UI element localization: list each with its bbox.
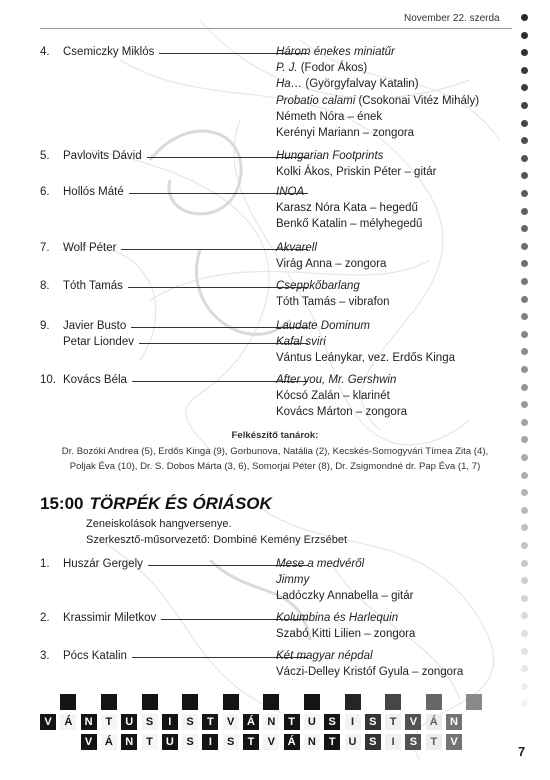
work-details (276, 372, 407, 421)
work-details (276, 318, 455, 367)
banner-square (142, 694, 158, 710)
banner-square (81, 694, 97, 710)
concert-intro (86, 516, 347, 548)
work-detail: (Csokonai Vitéz Mihály) (355, 94, 480, 107)
banner-letter: N (446, 714, 462, 730)
composer-name: Krassimir Miletkov (63, 612, 157, 624)
banner-square (121, 694, 137, 710)
entry-number: 10. (40, 374, 56, 386)
work-line (276, 588, 413, 604)
work-line (276, 388, 407, 404)
work-title: Két magyar népdal (276, 650, 373, 662)
work-line (276, 256, 386, 272)
work-detail: Kolki Ákos, Priskin Péter – gitár (276, 166, 437, 179)
banner-letter: Á (60, 714, 76, 730)
work-line (276, 184, 422, 200)
work-line (276, 278, 390, 294)
margin-dot (521, 190, 528, 197)
teachers-line: Dr. Bozóki Andrea (5), Erdős Kinga (9), Gorbunova, Natália (2), Kecskés-Somogyvári Tímea Zita (4), (61, 445, 489, 457)
banner-square (40, 694, 56, 710)
banner-letter: U (345, 734, 361, 750)
banner-letter: Á (243, 714, 259, 730)
work-detail: Ladóczky Annabella – gitár (276, 590, 414, 603)
banner-letter: S (365, 714, 381, 730)
work-title: Akvarell (276, 242, 317, 254)
entry-number: 4. (40, 46, 50, 58)
margin-dot (521, 278, 528, 285)
work-title: Kafal sviri (276, 336, 326, 349)
banner-square (182, 694, 198, 710)
margin-dot (521, 419, 528, 426)
margin-dot (521, 14, 528, 21)
work-title: Mese a medvéről (276, 558, 365, 570)
work-details (276, 610, 415, 642)
banner-letter: T (202, 714, 218, 730)
banner-letter: V (405, 714, 421, 730)
work-line (276, 334, 455, 350)
work-line (276, 404, 407, 420)
banner-square (385, 694, 401, 710)
banner-letter: N (81, 714, 97, 730)
concert-subtitle: Zeneiskolások hangversenye. (86, 518, 232, 530)
banner-letter: V (40, 714, 56, 730)
work-details (276, 148, 436, 180)
banner-letter: U (121, 714, 137, 730)
work-title: INOA (276, 186, 305, 198)
margin-dot (521, 120, 528, 127)
margin-dot (521, 542, 528, 549)
banner-letter: N (304, 734, 320, 750)
banner-letter: S (142, 714, 158, 730)
work-line (276, 60, 479, 76)
banner-letter: V (263, 734, 279, 750)
margin-dot (521, 32, 528, 39)
work-line (276, 216, 422, 232)
banner-letter: S (365, 734, 381, 750)
banner-square (324, 694, 340, 710)
banner-letter: T (243, 734, 259, 750)
margin-dot (521, 648, 528, 655)
header-divider (40, 28, 512, 29)
margin-dot (521, 560, 528, 567)
banner-letter: I (162, 714, 178, 730)
banner-letter: S (182, 734, 198, 750)
work-line (276, 294, 390, 310)
margin-dot (521, 507, 528, 514)
work-details (276, 240, 386, 272)
work-line (276, 240, 386, 256)
margin-dot (521, 384, 528, 391)
banner-square (446, 694, 462, 710)
composer-name: Huszár Gergely (63, 558, 143, 570)
banner-letter: S (324, 714, 340, 730)
banner-letter: Á (284, 734, 300, 750)
banner-letter: I (202, 734, 218, 750)
work-title: Probatio calami (276, 94, 356, 107)
work-details (276, 44, 479, 141)
banner-square (243, 694, 259, 710)
margin-dot (521, 331, 528, 338)
work-line (276, 350, 455, 366)
work-detail: Vántus Leánykar, vez. Erdős Kinga (276, 352, 455, 365)
banner-letter: Á (101, 734, 117, 750)
banner-letter: U (304, 714, 320, 730)
teachers-heading: Felkészítő tanárok: (231, 430, 319, 441)
margin-dot (521, 595, 528, 602)
work-title: Cseppkőbarlang (276, 280, 360, 292)
composer-name: Wolf Péter (63, 242, 117, 254)
banner-square (405, 694, 421, 710)
banner-square (162, 694, 178, 710)
entry-number: 2. (40, 612, 50, 624)
work-line (276, 125, 479, 141)
concert-title: TÖRPÉK ÉS ÓRIÁSOK (89, 494, 272, 513)
work-line (276, 148, 436, 164)
work-detail: Kerényi Mariann – zongora (276, 126, 415, 139)
composer-name: Csemiczky Miklós (63, 46, 155, 58)
work-details (276, 278, 390, 310)
work-line (276, 648, 463, 664)
composer-name: Pavlovits Dávid (63, 150, 142, 162)
banner-square (223, 694, 239, 710)
work-detail: (Györgyfalvay Katalin) (302, 78, 419, 91)
work-line (276, 372, 407, 388)
banner-letter: N (263, 714, 279, 730)
work-title: Laudate Dominum (276, 320, 370, 332)
banner-letter: T (101, 714, 117, 730)
work-line (276, 44, 479, 60)
banner-letter: I (345, 714, 361, 730)
margin-dot (521, 208, 528, 215)
work-line (276, 626, 415, 642)
work-line (276, 76, 479, 92)
work-line (276, 572, 413, 588)
margin-dot (521, 630, 528, 637)
banner-letter: T (426, 734, 442, 750)
entry-number: 7. (40, 242, 50, 254)
work-title: Hungarian Footprints (276, 150, 384, 162)
banner-letter: T (142, 734, 158, 750)
banner-square (284, 694, 300, 710)
work-detail: Szabó Kitti Lilien – zongora (276, 628, 416, 641)
entry-number: 1. (40, 558, 50, 570)
page-header-date: November 22. szerda (404, 13, 500, 24)
banner-letter: N (121, 734, 137, 750)
banner-letter: V (81, 734, 97, 750)
work-title: Kolumbina és Harlequin (276, 612, 399, 624)
work-title: Három énekes miniatűr (276, 46, 395, 58)
entry-number: 8. (40, 280, 50, 292)
work-title: After you, Mr. Gershwin (276, 374, 397, 386)
vantus-checker-banner (40, 694, 490, 756)
margin-dot (521, 296, 528, 303)
banner-letter: S (405, 734, 421, 750)
work-detail: Benkő Katalin – mélyhegedű (276, 218, 423, 231)
banner-letter: Á (426, 714, 442, 730)
work-line (276, 664, 463, 680)
banner-square (263, 694, 279, 710)
work-line (276, 318, 455, 334)
work-line (276, 556, 413, 572)
concert-host: Szerkesztő-műsorvezető: Dombiné Kemény Erzsébet (86, 534, 348, 546)
work-details (276, 184, 422, 233)
work-title: P. J. (276, 62, 298, 75)
banner-letter: T (284, 714, 300, 730)
banner-square (304, 694, 320, 710)
work-detail: Váczi-Delley Kristóf Gyula – zongora (276, 666, 464, 679)
margin-dot (521, 155, 528, 162)
work-detail: Kovács Márton – zongora (276, 406, 408, 419)
banner-letter: T (385, 714, 401, 730)
banner-square (60, 694, 76, 710)
work-detail: Tóth Tamás – vibrafon (276, 296, 390, 309)
work-detail: (Fodor Ákos) (297, 62, 368, 75)
composer-name: Tóth Tamás (63, 280, 123, 292)
margin-dot (521, 67, 528, 74)
banner-square (101, 694, 117, 710)
banner-letter: I (385, 734, 401, 750)
margin-dot (521, 243, 528, 250)
work-title: Jimmy (276, 574, 310, 587)
work-line (276, 164, 436, 180)
work-title: Ha… (276, 78, 303, 91)
entry-number: 5. (40, 150, 50, 162)
banner-letter: U (162, 734, 178, 750)
banner-letter: V (223, 714, 239, 730)
entry-number: 6. (40, 186, 50, 198)
banner-square (365, 694, 381, 710)
work-line (276, 610, 415, 626)
banner-letter: V (446, 734, 462, 750)
work-line (276, 93, 479, 109)
page-number: 7 (518, 744, 526, 759)
concert-heading (40, 494, 272, 514)
entry-number: 9. (40, 320, 50, 332)
margin-dot (521, 102, 528, 109)
work-detail: Karasz Nóra Kata – hegedű (276, 202, 418, 215)
banner-square (345, 694, 361, 710)
banner-square (466, 694, 482, 710)
concert-time: 15:00 (40, 494, 84, 513)
composer-name: Petar Liondev (63, 336, 134, 349)
banner-square (202, 694, 218, 710)
work-line (276, 200, 422, 216)
work-detail: Kócsó Zalán – klarinét (276, 390, 390, 403)
margin-dot (521, 366, 528, 373)
banner-letter: T (324, 734, 340, 750)
composer-name: Hollós Máté (63, 186, 124, 198)
teachers-line: Poljak Éva (10), Dr. S. Dobos Márta (3, 6), Somorjai Péter (8), Dr. Zsigmondné dr. Pap Éva (1, 7) (69, 461, 481, 472)
composer-name: Javier Busto (63, 320, 127, 332)
composer-name: Kovács Béla (63, 374, 127, 386)
banner-letter: S (223, 734, 239, 750)
work-details (276, 648, 463, 680)
work-details (276, 556, 413, 605)
banner-letter: S (182, 714, 198, 730)
composer-name: Pócs Katalin (63, 650, 127, 662)
work-detail: Virág Anna – zongora (276, 258, 387, 271)
work-detail: Németh Nóra – ének (276, 110, 383, 123)
entry-number: 3. (40, 650, 50, 662)
teachers-block (20, 428, 530, 475)
margin-dot (521, 683, 528, 690)
banner-square (426, 694, 442, 710)
work-line (276, 109, 479, 125)
